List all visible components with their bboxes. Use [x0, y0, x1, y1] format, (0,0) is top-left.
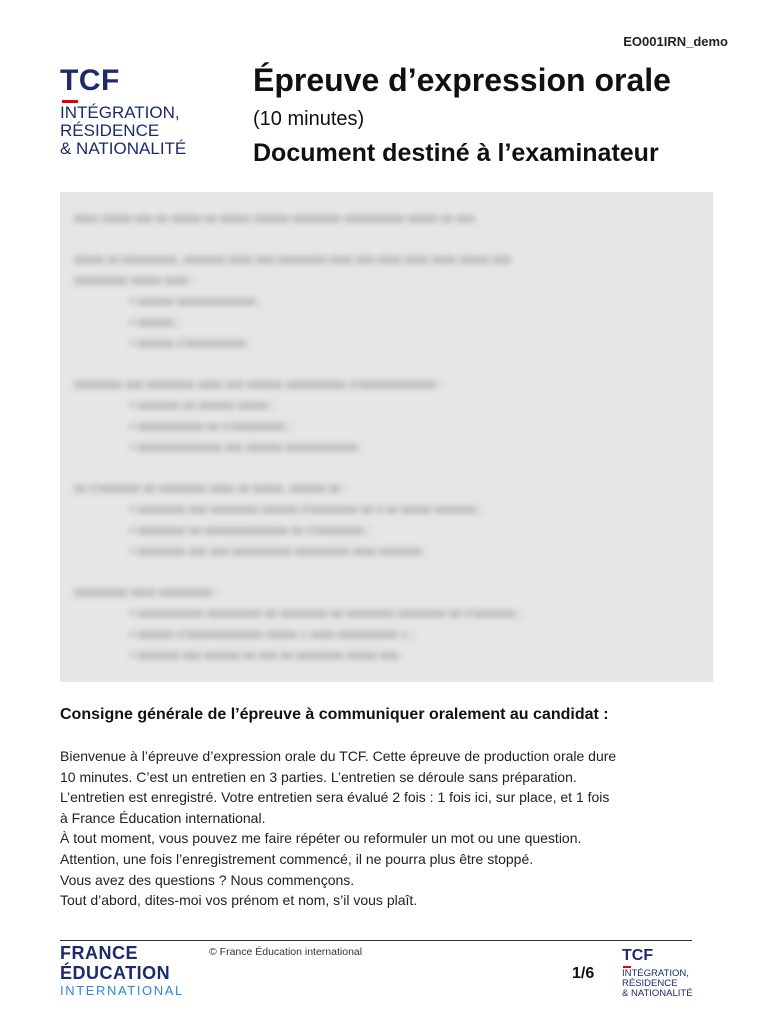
page-subtitle: Document destiné à l’examinateur [253, 139, 659, 167]
fei-logo-line: ÉDUCATION [60, 963, 171, 983]
instructions-line: 10 minutes. C’est un entretien en 3 parties. L’entretien se déroule sans préparation. [60, 768, 577, 785]
tcf-logo-small-line: & NATIONALITÉ [622, 988, 693, 999]
instructions-line: à France Éducation international. [60, 809, 266, 826]
tcf-logo-small-line: INTÉGRATION, [622, 968, 689, 979]
header [253, 60, 733, 168]
copyright: © France Éducation international [209, 946, 363, 958]
redacted-examiner-instructions: xxxx xxxxx xxx xx xxxxx xx xxxxx xxxxxx xxxxxxxx xxxxxxxxxx xxxxx xx xxx. xxxxx xx xxxxxxxxx, xxxxxxx xxxx xxx xxxxxxxx xxxx xxx xxxx xxxx xxxx xxxxx xxx xxxxxxxxx xxxxx xxxx : • xxxxxx xxxxxxxxxxxxx ; • xxxxxx ; • xxxxxx x’xxxxxxxxxx. xxxxxxxx xxx xxxxxxxx xxxx xxx xxxxxx xxxxxxxxxx x’xxxxxxxxxxxxx : • xxxxxxx xx xxxxxx xxxxx ; • xxxxxxxxxxx xx x’xxxxxxxxx ; • xxxxxxxxxxxxxx xxx xxxxxx xxxxxxxxxxxx. xx x’xxxxxxx xx xxxxxxxx xxxx xx xxxxx, xxxxxx xx : • xxxxxxxx xxx xxxxxxxx xxxxxx x’xxxxxxxx xx x xx xxxxx xxxxxxx ; • xxxxxxxx xx xxxxxxxxxxxxxx xx x’xxxxxxxx ; • xxxxxxxx xxx xxx xxxxxxxxxx xxxxxxxxx xxxx xxxxxxx. xxxxxxxxx xxxx xxxxxxxxx : • xxxxxxxxxxx xxxxxxxxx xx xxxxxxxx xx xxxxxxxx xxxxxxxx xx x’xxxxxxx ; • xxxxxx x’xxxxxxxxxxxxx xxxxx « xxxx xxxxxxxxxx » ; • xxxxxxx xxx xxxxxx xx xxx xx xxxxxxxx xxxxx xxx. [60, 192, 713, 682]
instructions-heading: Consigne générale de l’épreuve à communiquer oralement au candidat : [60, 706, 609, 723]
tcf-logo-brand: TCF [60, 66, 120, 96]
instructions-line: À tout moment, vous pouvez me faire répéter ou reformuler un mot ou une question. [60, 830, 582, 847]
tcf-logo-line: RÉSIDENCE [60, 121, 160, 140]
tcf-logo-small-brand: TCF [622, 948, 653, 964]
tcf-logo-line: INTÉGRATION, [60, 103, 180, 122]
instructions-line: L’entretien est enregistré. Votre entretien sera évalué 2 fois : 1 fois ici, sur place, et 1 fois [60, 789, 610, 806]
tcf-logo [60, 66, 230, 158]
tcf-logo-line: & NATIONALITÉ [60, 139, 187, 158]
footer-divider [60, 940, 692, 941]
tcf-logo-small-line: RÉSIDENCE [622, 978, 678, 989]
instructions-paragraph [60, 746, 720, 911]
instructions-line: Attention, une fois l’enregistrement commencé, il ne pourra plus être stoppé. [60, 850, 534, 867]
duration: (10 minutes) [253, 108, 365, 130]
france-education-international-logo [60, 943, 184, 999]
fei-logo-line: FRANCE [60, 943, 138, 963]
fei-logo-line: INTERNATIONAL [60, 983, 184, 998]
instructions-line: Tout d’abord, dites-moi vos prénom et nom, s’il vous plaît. [60, 892, 418, 909]
instructions-line: Bienvenue à l’épreuve d’expression orale du TCF. Cette épreuve de production orale dure [60, 748, 617, 764]
page-title: Épreuve d’expression orale [253, 62, 671, 98]
tcf-logo-small [622, 947, 693, 999]
document-id: EO001IRN_demo [623, 34, 728, 49]
page-number: 1/6 [572, 965, 595, 982]
tcf-logo-small-accent-bar [623, 966, 631, 968]
instructions-line: Vous avez des questions ? Nous commençons. [60, 871, 355, 888]
tcf-logo-accent-bar [62, 100, 78, 103]
